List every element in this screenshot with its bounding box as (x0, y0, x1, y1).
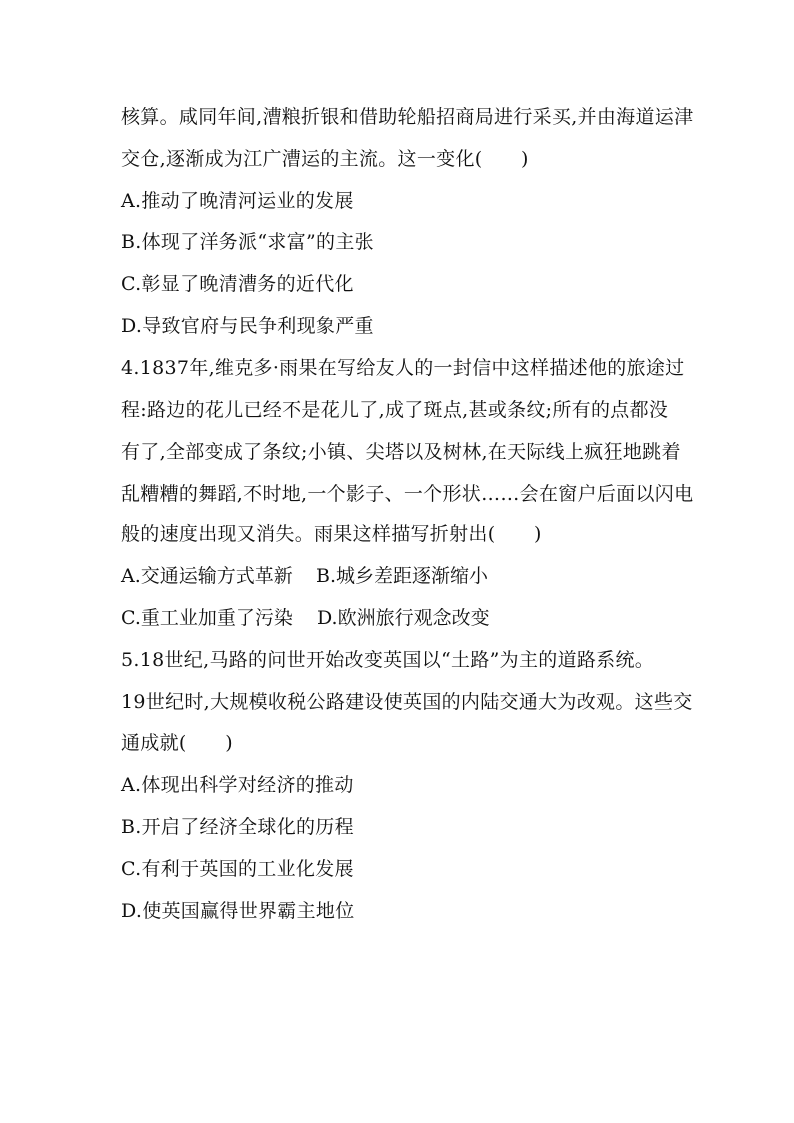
q3-option-a: A.推动了晚清河运业的发展 (121, 190, 354, 212)
q3-stem-line-2: 交仓,逐渐成为江广漕运的主流。这一变化( ) (121, 148, 529, 170)
q4-options-row-1 (121, 564, 681, 588)
q5-option-a: A.体现出科学对经济的推动 (121, 774, 354, 796)
q5-stem-line-1: 5.18世纪,马路的问世开始改变英国以“土路”为主的道路系统。 (121, 649, 655, 671)
q4-stem-line-1: 4.1837年,维克多·雨果在写给友人的一封信中这样描述他的旅途过 (121, 357, 685, 379)
q4-option-d: D.欧洲旅行观念改变 (317, 607, 490, 629)
q3-option-d: D.导致官府与民争利现象严重 (121, 315, 374, 337)
q5-stem-line-2: 19世纪时,大规模收税公路建设使英国的内陆交通大为改观。这些交 (121, 691, 693, 713)
q3-option-b: B.体现了洋务派“求富”的主张 (121, 231, 374, 253)
q5-option-c: C.有利于英国的工业化发展 (121, 858, 354, 880)
q4-stem-line-5: 般的速度出现又消失。雨果这样描写折射出( ) (121, 523, 542, 545)
q4-option-b: B.城乡差距逐渐缩小 (316, 565, 489, 587)
q4-option-a: A.交通运输方式革新 (121, 565, 293, 587)
q4-stem-line-4: 乱糟糟的舞蹈,不时地,一个影子、一个形状……会在窗户后面以闪电 (121, 483, 694, 505)
q4-stem-line-3: 有了,全部变成了条纹;小镇、尖塔以及树林,在天际线上疯狂地跳着 (121, 441, 681, 463)
q5-option-d: D.使英国赢得世界霸主地位 (121, 900, 355, 922)
q4-option-c: C.重工业加重了污染 (121, 607, 293, 629)
q5-option-b: B.开启了经济全球化的历程 (121, 816, 354, 838)
q5-stem-line-3: 通成就( ) (121, 732, 233, 754)
q4-stem-line-2: 程:路边的花儿已经不是花儿了,成了斑点,甚或条纹;所有的点都没 (121, 399, 669, 421)
q3-stem-line-1: 核算。咸同年间,漕粮折银和借助轮船招商局进行采买,并由海道运津 (121, 106, 694, 128)
q4-options-row-2 (121, 606, 681, 630)
q3-option-c: C.彰显了晚清漕务的近代化 (121, 273, 354, 295)
